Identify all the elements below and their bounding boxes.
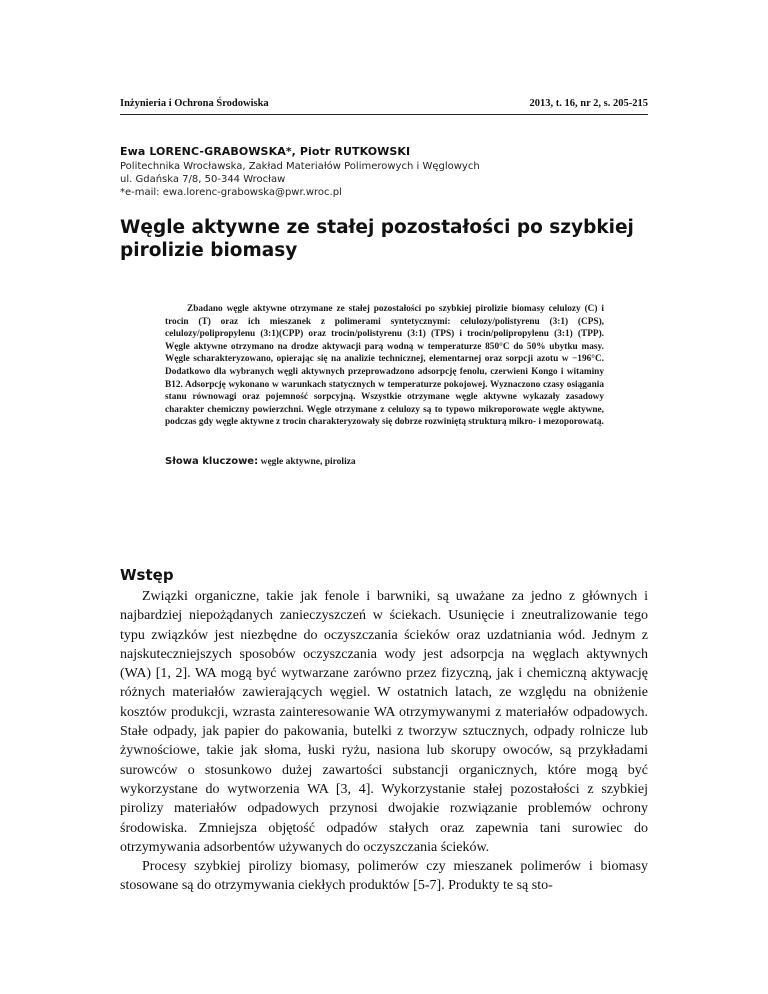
affiliation-email: *e-mail: ewa.lorenc-grabowska@pwr.wroc.pl <box>120 187 342 198</box>
affiliation-block <box>120 160 648 199</box>
citation-info: 2013, t. 16, nr 2, s. 205-215 <box>529 98 648 109</box>
journal-name: Inżynieria i Ochrona Środowiska <box>120 98 269 109</box>
affiliation-institution: Politechnika Wrocławska, Zakład Materiałów Polimerowych i Węglowych <box>120 161 480 172</box>
body-text <box>120 587 648 896</box>
keywords-label: Słowa kluczowe: <box>165 456 259 467</box>
section-heading: Wstęp <box>120 566 174 584</box>
keywords-line <box>165 456 604 467</box>
abstract: Zbadano węgle aktywne otrzymane ze stałej pozostałości po szybkiej pirolizie biomasy celulozy (C) i trocin (T) oraz ich mieszanek z polimerami syntetycznymi: celulozy/polistyrenu (3:1) (CPS), celulozy/polipropylenu (3:1)(CPP) oraz trocin/polistyrenu (3:1) (TPS) i trocin/polipropylenu (3:1) (TPP). Węgle aktywne otrzymano na drodze aktywacji parą wodną w temperaturze 850°C do 50% ubytku masy. Węgle scharakteryzowano, opierając się na analizie technicznej, elementarnej oraz sorpcji azotu w −196°C. Dodatkowo dla wybranych węgli aktywnych przeprowadzono adsorpcję fenolu, czerwieni Kongo i witaminy B12. Adsorpcję wykonano w warunkach statycznych w temperaturze pokojowej. Wyznaczono czasy osiągania stanu równowagi oraz pojemność sorpcyjną. Wszystkie otrzymane węgle aktywne wykazały zasadowy charakter chemiczny powierzchni. Węgle otrzymane z celulozy są to typowo mikroporowate węgle aktywne, podczas gdy węgle aktywne z trocin charakteryzowały się dobrze rozwiniętą strukturą mikro- i mezoporowatą. <box>165 304 604 428</box>
body-paragraph-1: Związki organiczne, takie jak fenole i barwniki, są uważane za jedno z głównych i najbardziej niepożądanych zanieczyszczeń w ściekach. Usunięcie i zneutralizowanie tego typu związków jest niezbędne do oczyszczania ścieków oraz uzdatniania wód. Jednym z najskuteczniejszych sposobów oczyszczania wody jest adsorpcja na węglach aktywnych (WA) [1, 2]. WA mogą być wytwarzane zarówno przez fizyczną, jak i chemiczną aktywację różnych materiałów zawierających węgiel. W ostatnich latach, ze względu na obniżenie kosztów produkcji, wzrasta zainteresowanie WA otrzymywanymi z materiałów odpadowych. Stałe odpady, jak papier do pakowania, butelki z tworzyw sztucznych, odpady rolnicze lub żywnościowe, takie jak słoma, łuski ryżu, nasiona lub skorupy owoców, są przykładami surowców o stosunkowo dużej zawartości substancji organicznych, które mogą być wykorzystane do wytworzenia WA [3, 4]. Wykorzystanie stałej pozostałości z szybkiej pirolizy materiałów odpadowych przynosi dwojakie rozwiązanie problemów ochrony środowiska. Zmniejsza objętość odpadów stałych oraz zapewnia tani surowiec do otrzymywania adsorbentów używanych do oczyszczania ścieków. <box>120 589 648 855</box>
header-rule <box>120 114 648 115</box>
running-header <box>120 98 648 114</box>
paper-title: Węgle aktywne ze stałej pozostałości po szybkiej pirolizie biomasy <box>120 217 634 261</box>
author-list: Ewa LORENC-GRABOWSKA*, Piotr RUTKOWSKI <box>120 145 411 158</box>
body-paragraph-2: Procesy szybkiej pirolizy biomasy, polimerów czy mieszanek polimerów i biomasy stosowane są do otrzymywania ciekłych produktów [5-7]. Produkty te są sto- <box>120 859 648 894</box>
keywords-value: węgle aktywne, piroliza <box>260 457 356 467</box>
affiliation-address: ul. Gdańska 7/8, 50-344 Wrocław <box>120 174 286 185</box>
